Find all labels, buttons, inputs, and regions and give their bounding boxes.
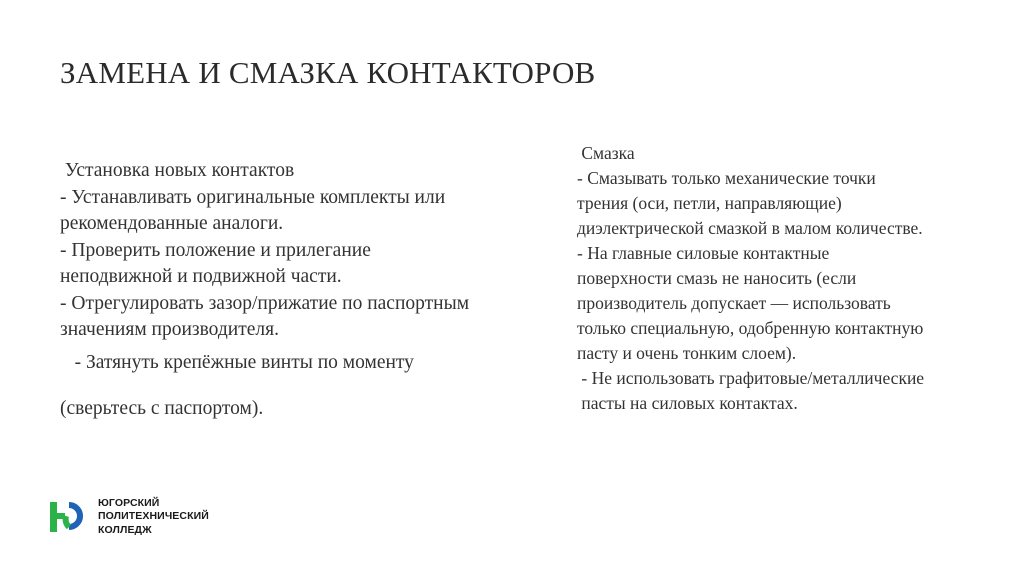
right-heading: Смазка bbox=[577, 143, 635, 163]
right-line: производитель допускает — использовать bbox=[577, 293, 891, 313]
college-logo-icon bbox=[47, 496, 93, 536]
left-extra-line: (сверьтесь с паспортом). bbox=[60, 398, 264, 419]
right-line: только специальную, одобренную контактную bbox=[577, 318, 924, 338]
college-logo bbox=[47, 494, 247, 540]
left-line: неподвижной и подвижной части. bbox=[60, 266, 342, 287]
college-name bbox=[98, 497, 209, 537]
left-column bbox=[60, 158, 560, 423]
left-line: значениям производителя. bbox=[60, 319, 279, 340]
right-line: диэлектрической смазкой в малом количестве. bbox=[577, 218, 923, 238]
left-line: - Отрегулировать зазор/прижатие по паспортным bbox=[60, 292, 470, 314]
right-line: поверхности смазь не наносить (если bbox=[577, 268, 857, 288]
college-name-line: ЮГОРСКИЙ bbox=[98, 497, 160, 509]
right-line: трения (оси, петли, направляющие) bbox=[577, 193, 842, 213]
slide-title: ЗАМЕНА И СМАЗКА КОНТАКТОРОВ bbox=[60, 55, 596, 90]
left-line: рекомендованные аналоги. bbox=[60, 213, 284, 234]
left-line: - Устанавливать оригинальные комплекты или bbox=[60, 186, 446, 208]
left-heading: Установка новых контактов bbox=[60, 160, 295, 181]
right-line: - Не использовать графитовые/металлические bbox=[577, 368, 925, 388]
right-line: - Смазывать только механические точки bbox=[577, 168, 876, 188]
right-line: - На главные силовые контактные bbox=[577, 243, 830, 263]
right-column bbox=[577, 141, 1007, 416]
right-line: пасту и очень тонким слоем). bbox=[577, 343, 797, 363]
left-extra-line: - Затянуть крепёжные винты по моменту bbox=[60, 351, 414, 373]
left-line: - Проверить положение и прилегание bbox=[60, 239, 371, 261]
right-line: пасты на силовых контактах. bbox=[577, 393, 798, 413]
college-name-line: ПОЛИТЕХНИЧЕСКИЙ bbox=[98, 510, 209, 523]
college-name-line: КОЛЛЕДЖ bbox=[98, 523, 152, 536]
